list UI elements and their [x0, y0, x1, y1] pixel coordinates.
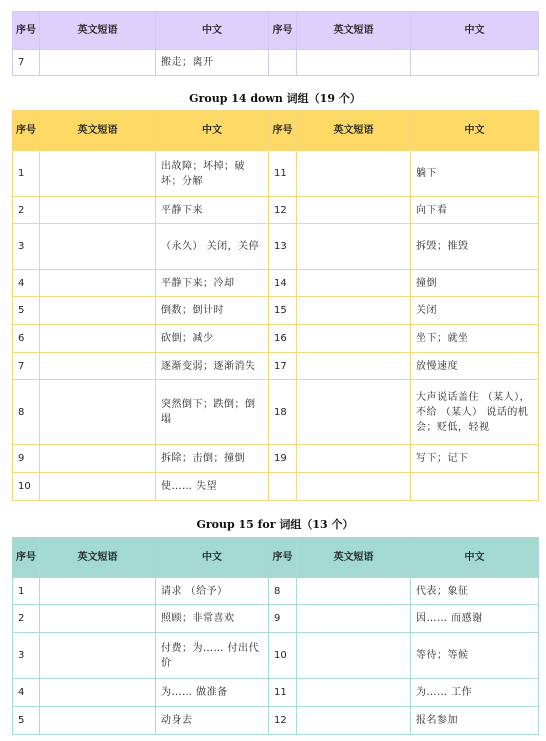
chinese-cell: 逐渐变弱；逐渐消失 — [156, 353, 269, 380]
header-phrase: 英文短语 — [297, 111, 411, 151]
table-row — [13, 578, 539, 605]
chinese-cell: 为…… 做准备 — [156, 679, 269, 707]
table-row — [13, 707, 539, 735]
table-row — [13, 605, 539, 633]
table-row — [13, 633, 539, 679]
header-chinese: 中文 — [156, 12, 269, 50]
chinese-cell: 照顾；非常喜欢 — [156, 605, 269, 633]
row-index — [269, 50, 297, 76]
header-phrase: 英文短语 — [40, 538, 156, 578]
header-index: 序号 — [13, 111, 40, 151]
chinese-cell — [411, 473, 539, 501]
phrase-cell[interactable] — [297, 197, 411, 224]
chinese-cell: 使…… 失望 — [156, 473, 269, 501]
chinese-cell: 等待；等候 — [411, 633, 539, 679]
row-index: 13 — [269, 224, 297, 270]
phrase-cell[interactable] — [40, 707, 156, 735]
row-index: 14 — [269, 270, 297, 297]
chinese-cell: 躺下 — [411, 151, 539, 197]
row-index: 2 — [13, 197, 40, 224]
header-index: 序号 — [13, 538, 40, 578]
chinese-cell: 报名参加 — [411, 707, 539, 735]
row-index: 18 — [269, 380, 297, 445]
table-row — [13, 325, 539, 353]
header-chinese: 中文 — [411, 12, 539, 50]
table-row — [13, 380, 539, 445]
table-row — [13, 224, 539, 270]
header-index: 序号 — [269, 111, 297, 151]
phrase-cell[interactable] — [297, 633, 411, 679]
phrase-cell[interactable] — [40, 380, 156, 445]
phrase-cell[interactable] — [297, 473, 411, 501]
chinese-cell: 因…… 而感谢 — [411, 605, 539, 633]
chinese-cell — [411, 50, 539, 76]
row-index: 6 — [13, 325, 40, 353]
chinese-cell: 坐下；就坐 — [411, 325, 539, 353]
header-chinese: 中文 — [411, 538, 539, 578]
chinese-cell: 搬走；离开 — [156, 50, 269, 76]
row-index — [269, 473, 297, 501]
row-index: 19 — [269, 445, 297, 473]
chinese-cell: 为…… 工作 — [411, 679, 539, 707]
phrase-cell[interactable] — [40, 197, 156, 224]
phrase-cell[interactable] — [297, 353, 411, 380]
row-index: 3 — [13, 224, 40, 270]
header-phrase: 英文短语 — [297, 538, 411, 578]
phrase-cell[interactable] — [40, 679, 156, 707]
table-row — [13, 270, 539, 297]
phrase-cell[interactable] — [40, 473, 156, 501]
table-row — [13, 679, 539, 707]
table-header-row — [13, 111, 539, 151]
chinese-cell: 代表；象征 — [411, 578, 539, 605]
table-row — [13, 353, 539, 380]
row-index: 8 — [269, 578, 297, 605]
phrase-cell[interactable] — [297, 578, 411, 605]
group14-heading: Group 14 down 词组（19 个） — [189, 92, 361, 105]
chinese-cell: 放慢速度 — [411, 353, 539, 380]
chinese-cell: 动身去 — [156, 707, 269, 735]
table-row — [13, 197, 539, 224]
header-index: 序号 — [13, 12, 40, 50]
phrase-cell[interactable] — [40, 578, 156, 605]
header-phrase: 英文短语 — [40, 12, 156, 50]
group15-table — [12, 537, 539, 735]
phrase-cell[interactable] — [40, 270, 156, 297]
phrase-cell[interactable] — [297, 151, 411, 197]
row-index: 11 — [269, 679, 297, 707]
header-chinese: 中文 — [156, 538, 269, 578]
row-index: 9 — [269, 605, 297, 633]
row-index: 4 — [13, 270, 40, 297]
header-index: 序号 — [269, 12, 297, 50]
chinese-cell: 平静下来；冷却 — [156, 270, 269, 297]
row-index: 10 — [269, 633, 297, 679]
row-index: 8 — [13, 380, 40, 445]
chinese-cell: （永久） 关闭，关停 — [156, 224, 269, 270]
phrase-cell[interactable] — [40, 445, 156, 473]
row-index: 12 — [269, 707, 297, 735]
row-index: 5 — [13, 707, 40, 735]
chinese-cell: 平静下来 — [156, 197, 269, 224]
table-header-row — [13, 538, 539, 578]
chinese-cell: 写下；记下 — [411, 445, 539, 473]
phrase-cell[interactable] — [297, 50, 411, 76]
table-row — [13, 50, 539, 76]
chinese-cell: 关闭 — [411, 297, 539, 325]
chinese-cell: 请求 （给予） — [156, 578, 269, 605]
chinese-cell: 向下看 — [411, 197, 539, 224]
phrase-cell[interactable] — [297, 679, 411, 707]
chinese-cell: 拆除；击倒；撞倒 — [156, 445, 269, 473]
row-index: 3 — [13, 633, 40, 679]
phrase-cell[interactable] — [40, 151, 156, 197]
phrase-cell[interactable] — [40, 605, 156, 633]
phrase-cell[interactable] — [297, 224, 411, 270]
header-phrase: 英文短语 — [40, 111, 156, 151]
phrase-cell[interactable] — [40, 50, 156, 76]
phrase-cell[interactable] — [297, 270, 411, 297]
row-index: 11 — [269, 151, 297, 197]
group15-heading: Group 15 for 词组（13 个） — [196, 518, 354, 531]
chinese-cell: 拆毁；推毁 — [411, 224, 539, 270]
row-index: 1 — [13, 578, 40, 605]
row-index: 17 — [269, 353, 297, 380]
table-row — [13, 473, 539, 501]
row-index: 7 — [13, 50, 40, 76]
row-index: 15 — [269, 297, 297, 325]
phrase-cell[interactable] — [40, 224, 156, 270]
table-header-row — [13, 12, 539, 50]
phrase-cell[interactable] — [40, 353, 156, 380]
chinese-cell: 倒数；倒计时 — [156, 297, 269, 325]
chinese-cell: 大声说话盖住 （某人），不给 （某人） 说话的机会；贬低，轻视 — [411, 380, 539, 445]
group14-table — [12, 110, 539, 501]
row-index: 9 — [13, 445, 40, 473]
chinese-cell: 突然倒下；跌倒；倒塌 — [156, 380, 269, 445]
header-chinese: 中文 — [411, 111, 539, 151]
chinese-cell: 撞倒 — [411, 270, 539, 297]
row-index: 2 — [13, 605, 40, 633]
header-chinese: 中文 — [156, 111, 269, 151]
row-index: 12 — [269, 197, 297, 224]
header-index: 序号 — [269, 538, 297, 578]
phrase-cell[interactable] — [297, 297, 411, 325]
header-phrase: 英文短语 — [297, 12, 411, 50]
row-index: 7 — [13, 353, 40, 380]
table-row — [13, 445, 539, 473]
table-row — [13, 151, 539, 197]
phrase-cell[interactable] — [297, 445, 411, 473]
row-index: 5 — [13, 297, 40, 325]
row-index: 10 — [13, 473, 40, 501]
group13-table — [12, 11, 539, 76]
chinese-cell: 砍倒；减少 — [156, 325, 269, 353]
phrase-cell[interactable] — [40, 325, 156, 353]
phrase-cell[interactable] — [297, 707, 411, 735]
phrase-cell[interactable] — [297, 325, 411, 353]
row-index: 4 — [13, 679, 40, 707]
table-row — [13, 297, 539, 325]
row-index: 16 — [269, 325, 297, 353]
phrase-cell[interactable] — [40, 633, 156, 679]
row-index: 1 — [13, 151, 40, 197]
phrase-cell[interactable] — [297, 380, 411, 445]
chinese-cell: 出故障；坏掉；破坏；分解 — [156, 151, 269, 197]
phrase-cell[interactable] — [40, 297, 156, 325]
chinese-cell: 付费；为…… 付出代价 — [156, 633, 269, 679]
phrase-cell[interactable] — [297, 605, 411, 633]
